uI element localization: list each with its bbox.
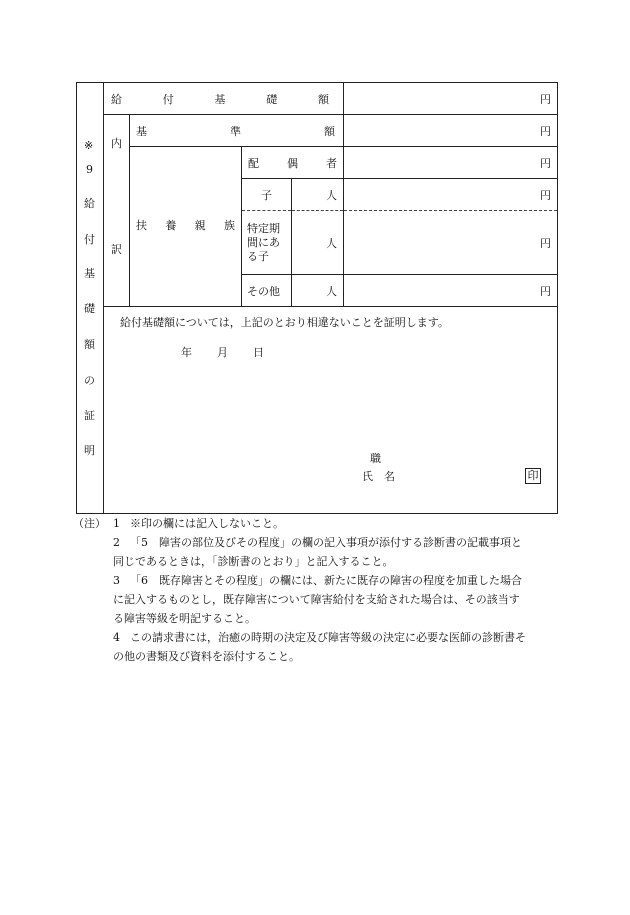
note-line: 同じであるときは，「診断書のとおり」と記入すること。 xyxy=(113,555,394,568)
side-label-char: 基 xyxy=(84,267,95,280)
label-char: 額 xyxy=(318,92,329,106)
other-value-cell[interactable] xyxy=(344,275,558,307)
date-year-label[interactable]: 年 xyxy=(181,346,192,359)
date-month-label[interactable]: 月 xyxy=(217,346,228,359)
side-label-char: 給 xyxy=(84,197,95,210)
yen-unit: 円 xyxy=(540,284,551,298)
label-char: 額 xyxy=(324,124,335,138)
seal-mark: 印 xyxy=(525,468,541,484)
note-line: 「6 既存障害とその程度」の欄には、新たに既存の障害の程度を加重した場合 xyxy=(130,574,522,587)
note-number: 2 xyxy=(113,536,120,549)
child-label-cell xyxy=(242,179,292,211)
child-value-cell[interactable] xyxy=(344,179,558,211)
label-char: 者 xyxy=(326,156,337,170)
breakdown-char: 内 xyxy=(111,136,122,150)
label-char: 準 xyxy=(230,124,241,138)
person-unit: 人 xyxy=(326,236,337,250)
special-child-label-line: 特定期 xyxy=(247,221,280,235)
position-label: 職 xyxy=(370,452,381,465)
special-child-label-line: る子 xyxy=(247,249,269,263)
label-char: 礎 xyxy=(266,92,278,106)
special-child-label-line: 間にあ xyxy=(247,235,280,249)
standard-amount-label-cell xyxy=(130,115,344,147)
note-number: 4 xyxy=(113,631,120,644)
note-line: に記入するものとし，既存障害について障害給付を支給された場合は、その該当す xyxy=(113,593,520,606)
label-char: 付 xyxy=(162,92,174,106)
note-line: ※印の欄には記入しないこと。 xyxy=(130,517,284,530)
label-char: 扶 xyxy=(136,219,147,232)
yen-unit: 円 xyxy=(540,156,551,170)
other-label-cell xyxy=(242,275,292,307)
special-child-label-cell xyxy=(242,211,292,275)
date-day-label[interactable]: 日 xyxy=(253,346,264,359)
dependents-label-cell xyxy=(130,147,242,307)
label-char: 給 xyxy=(111,92,122,106)
breakdown-char: 訳 xyxy=(111,242,122,256)
certification-cell xyxy=(104,307,558,514)
notes-prefix: （注） xyxy=(73,517,106,530)
side-label-char: 9 xyxy=(86,163,93,176)
side-label-char: 明 xyxy=(84,444,95,457)
note-line: の他の書類及び資料を添付すること。 xyxy=(113,650,300,663)
label-char: 養 xyxy=(165,219,177,232)
note-number: 1 xyxy=(113,517,120,530)
side-label-char: 額 xyxy=(84,338,95,351)
name-label: 氏 名 xyxy=(362,470,395,483)
child-label: 子 xyxy=(261,188,272,202)
note-line: この請求書には，治癒の時期の決定及び障害等級の決定に必要な医師の診断書そ xyxy=(130,631,526,644)
yen-unit: 円 xyxy=(540,188,551,202)
child-count-cell[interactable] xyxy=(292,179,344,211)
side-label-char: ※ xyxy=(84,139,94,152)
certification-statement: 給付基礎額については，上記のとおり相違ないことを証明します。 xyxy=(120,316,449,329)
base-amount-value-cell[interactable] xyxy=(344,83,558,115)
label-char: 偶 xyxy=(287,156,298,170)
yen-unit: 円 xyxy=(540,92,551,106)
side-label-char: 証 xyxy=(84,409,95,422)
standard-amount-value-cell[interactable] xyxy=(344,115,558,147)
note-line: 「5 障害の部位及びその程度」の欄の記入事項が添付する診断書の記載事項と xyxy=(130,536,522,549)
label-char: 基 xyxy=(214,92,226,106)
label-char: 族 xyxy=(223,219,235,232)
person-unit: 人 xyxy=(326,284,337,298)
breakdown-label-cell xyxy=(104,115,130,307)
note-line: る障害等級を明記すること。 xyxy=(113,612,256,625)
side-label xyxy=(77,83,104,514)
person-unit: 人 xyxy=(326,188,337,202)
yen-unit: 円 xyxy=(540,124,551,138)
label-char: 基 xyxy=(136,124,147,138)
base-amount-label-cell xyxy=(104,83,344,115)
note-number: 3 xyxy=(113,574,120,587)
side-label-char: 付 xyxy=(84,233,95,246)
special-child-count-cell[interactable] xyxy=(292,211,344,275)
label-char: 配 xyxy=(248,156,259,170)
side-label-char: 礎 xyxy=(84,302,95,315)
spouse-label-cell xyxy=(242,147,344,179)
other-label: その他 xyxy=(247,284,280,298)
spouse-value-cell[interactable] xyxy=(344,147,558,179)
side-label-char: の xyxy=(84,374,95,387)
special-child-value-cell[interactable] xyxy=(344,211,558,275)
other-count-cell[interactable] xyxy=(292,275,344,307)
yen-unit: 円 xyxy=(540,236,551,250)
benefit-base-amount-form xyxy=(76,82,558,514)
label-char: 親 xyxy=(194,219,206,232)
